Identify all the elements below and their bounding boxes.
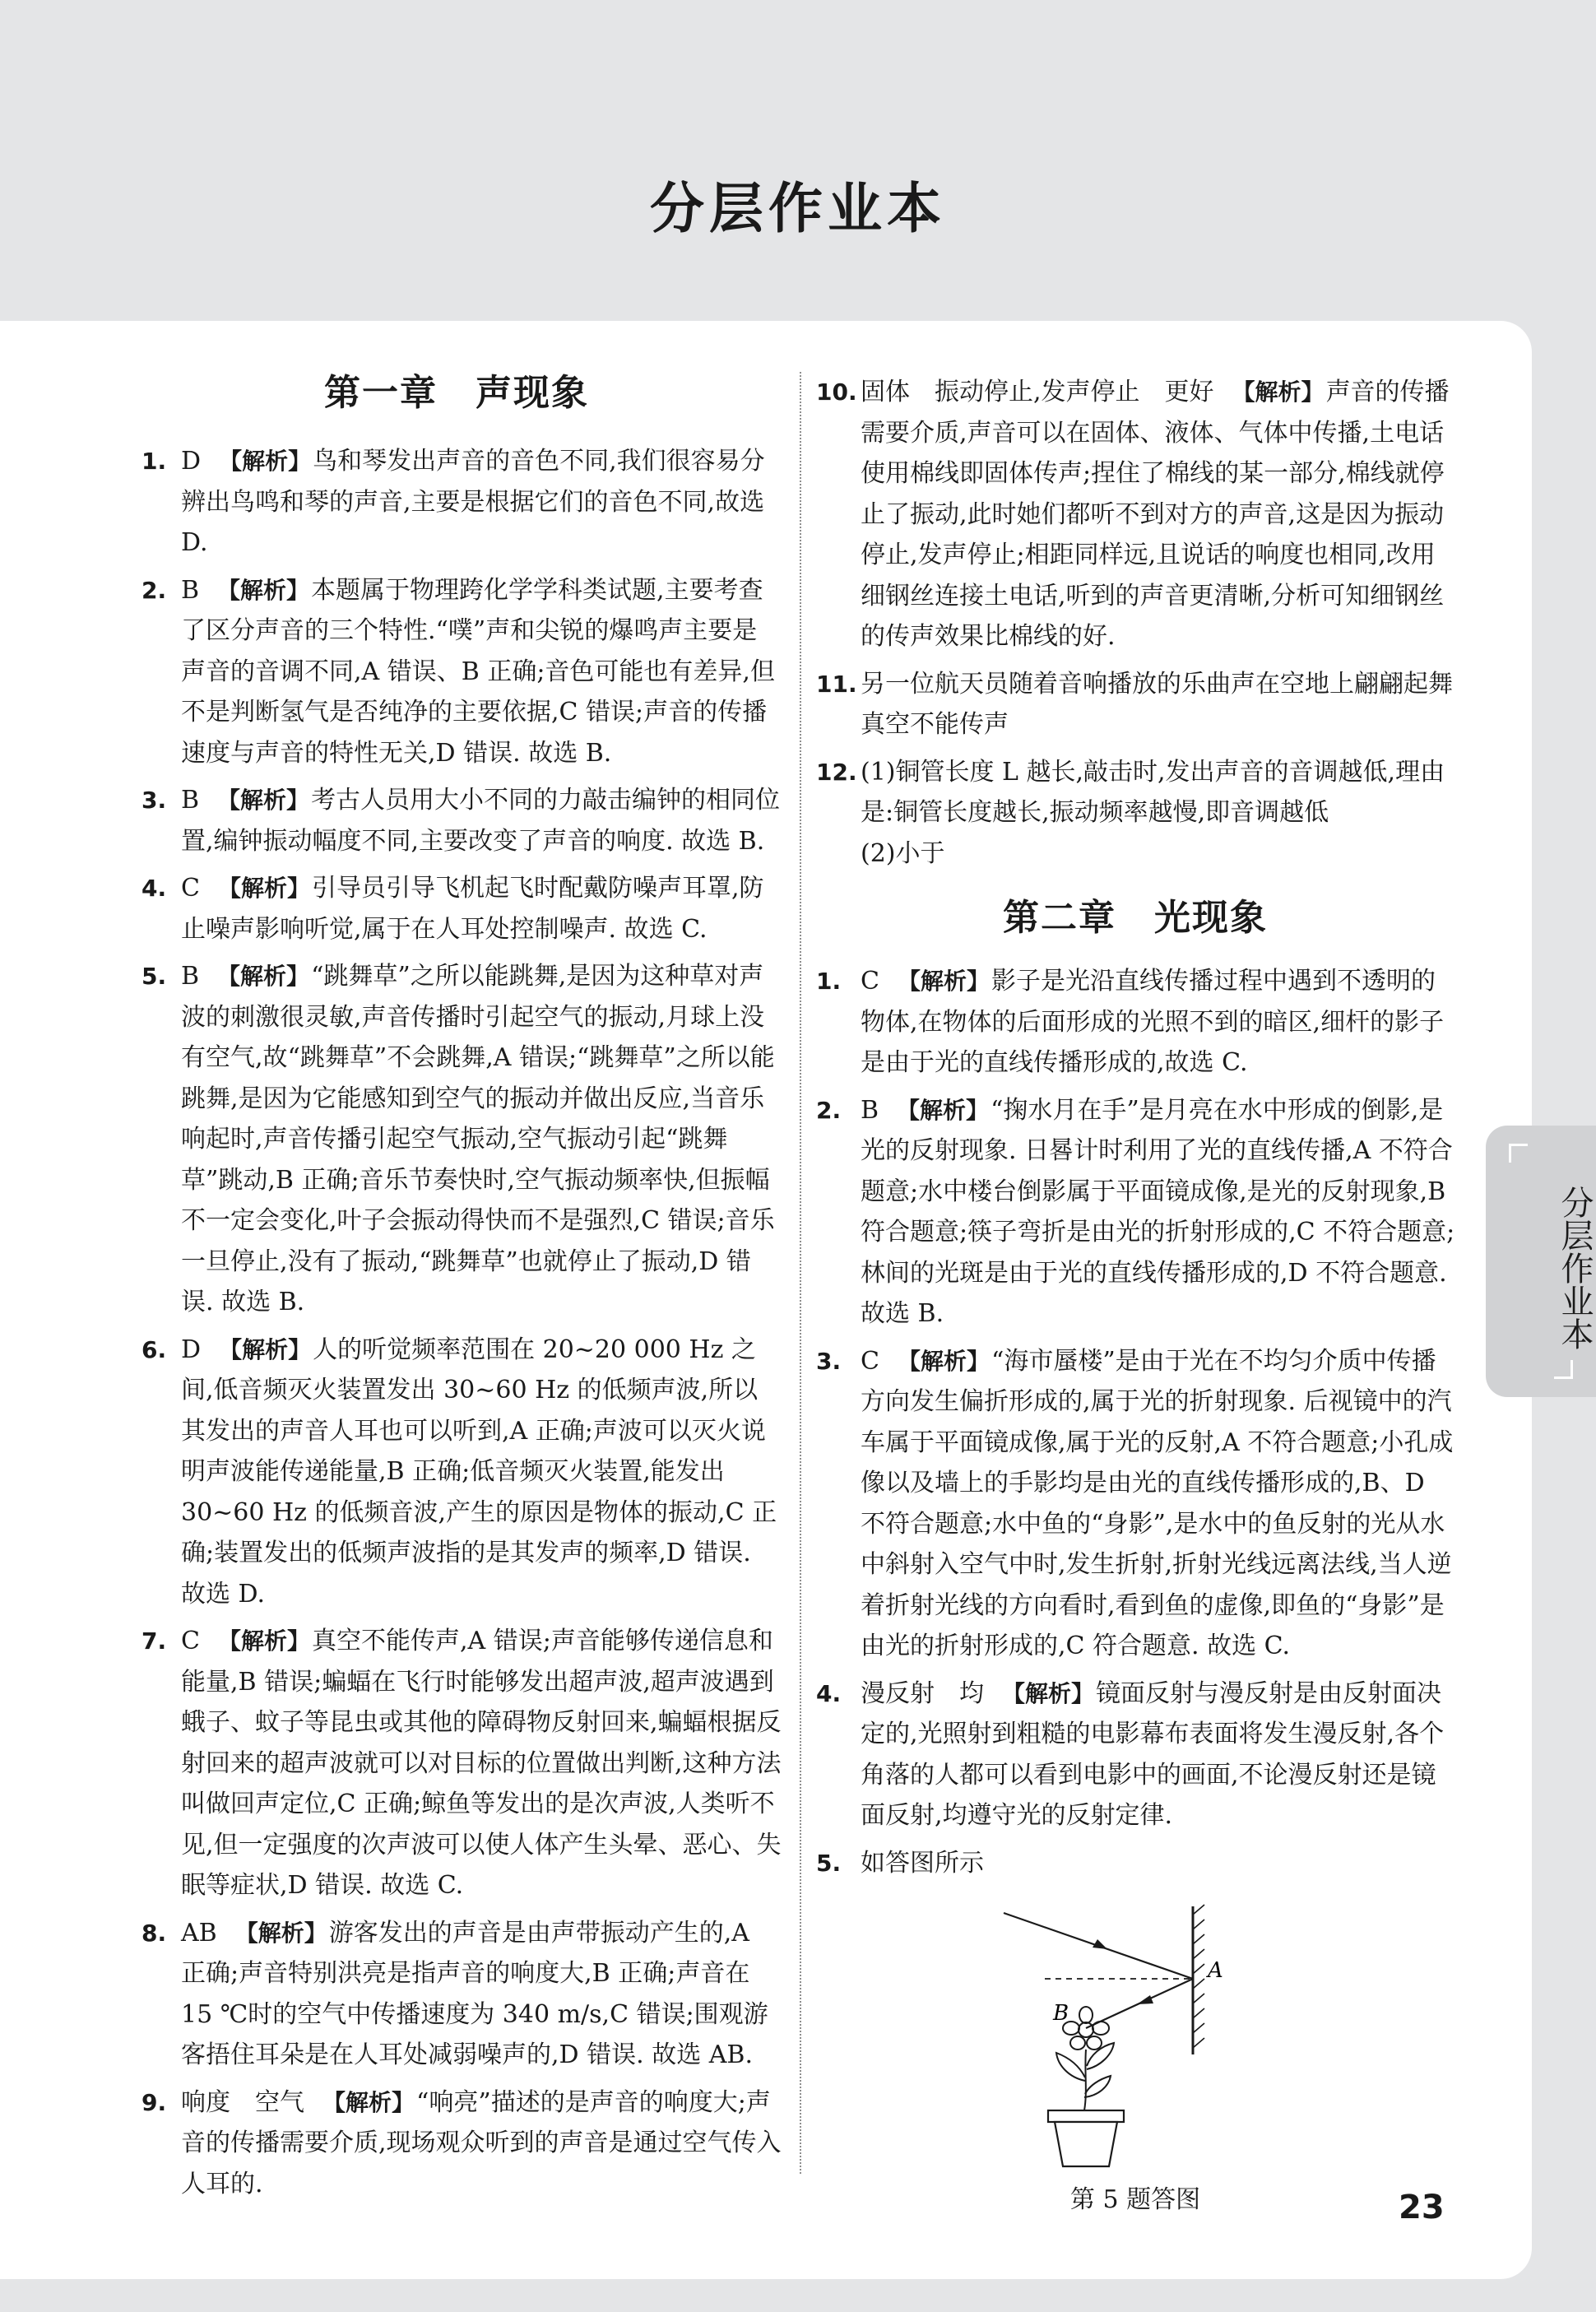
item-number: 7. xyxy=(142,1627,167,1655)
item-number: 8. xyxy=(142,1919,167,1947)
item-number: 5. xyxy=(816,1849,842,1877)
analysis-tag: 【解析】 xyxy=(217,1627,310,1655)
chapter-1-title: 第一章 声现象 xyxy=(324,372,589,414)
analysis-tag: 【解析】 xyxy=(897,1347,990,1375)
side-tab-label: 分层作业本 xyxy=(1556,1186,1594,1350)
page-title: 分层作业本 xyxy=(650,177,946,240)
item-answer: 另一位航天员随着音响播放的乐曲声在空地上翩翩起舞 真空不能传声 xyxy=(861,669,1478,739)
right-column xyxy=(814,372,1478,2235)
item-answer: D xyxy=(181,1335,202,1364)
analysis-tag: 【解析】 xyxy=(219,1335,312,1363)
answer-item-8 xyxy=(132,1913,782,2076)
item-number: 12. xyxy=(816,758,857,786)
item-number: 2. xyxy=(816,1096,842,1124)
item-number: 9. xyxy=(142,2088,167,2116)
item-answer: C xyxy=(181,874,200,903)
item-number: 10. xyxy=(816,378,857,406)
analysis-tag: 【解析】 xyxy=(217,963,310,990)
reflected-arrow xyxy=(1137,1995,1153,2004)
tab-bracket-bottom xyxy=(1554,1360,1573,1379)
item-analysis: 真空不能传声,A 错误;声音能够传递信息和能量,B 错误;蝙蝠在飞行时能够发出超声波,超声波遇到蛾子、蚊子等昆虫或其他的障碍物反射回来,蝙蝠根据反射回来的超声波就可以对目标的位置做出判断,这种方法叫做回声定位,C 正确;鲸鱼等发出的是次声波,人类听不见,但一定强度的次声波可以使人体产生头晕、恶心、失眠等症状,D 错误. 故选 C. xyxy=(181,1627,782,1900)
chapter-2-title: 第二章 光现象 xyxy=(1003,897,1268,939)
item-analysis: 考古人员用大小不同的力敲击编钟的相同位置,编钟振动幅度不同,主要改变了声音的响度. 故选 B. xyxy=(181,786,781,856)
item-number: 1. xyxy=(816,968,842,995)
item-analysis: “跳舞草”之所以能跳舞,是因为这种草对声波的刺激很灵敏,声音传播时引起空气的振动,月球上没有空气,故“跳舞草”不会跳舞,A 错误;“跳舞草”之所以能跳舞,是因为它能感知到空气的振动并做出反应,当音乐响起时,声音传播引起空气振动,空气振动引起“跳舞草”跳动,B 正确;音乐节奏快时,空气振动频率快,但振幅不一定会变化,叶子会振动得快而不是强烈,C 错误;音乐一旦停止,没有了振动,“跳舞草”也就停止了振动,D 错误. 故选 B. xyxy=(181,962,775,1316)
item-number: 4. xyxy=(142,875,167,902)
mirror-hatching xyxy=(1193,1905,1204,2048)
item-number: 4. xyxy=(816,1679,842,1707)
item-analysis: 本题属于物理跨化学学科类试题,主要考查了区分声音的三个特性.“噗”声和尖锐的爆鸣声主要是声音的音调不同,A 错误、B 正确;音色可能也有差异,但不是判断氢气是否纯净的主要依据,C 错误;声音的传播速度与声音的特性无关,D 错误. 故选 B. xyxy=(181,575,775,768)
column-divider xyxy=(800,372,801,2174)
item-analysis: “响亮”描述的是声音的响度大;声音的传播需要介质,现场观众听到的声音是通过空气传入人耳的. xyxy=(181,2087,782,2198)
incident-arrow xyxy=(1093,1939,1107,1949)
tab-bracket-top xyxy=(1509,1144,1528,1163)
item-analysis: 镜面反射与漫反射是由反射面决定的,光照射到粗糙的电影幕布表面将发生漫反射,各个角落的人都可以看到电影中的画面,不论漫反射还是镜面反射,均遵守光的反射定律. xyxy=(861,1678,1445,1830)
item-answer: C xyxy=(861,967,879,996)
analysis-tag: 【解析】 xyxy=(219,448,312,475)
item-analysis: “掬水月在手”是月亮在水中形成的倒影,是光的反射现象. 日晷计时利用了光的直线传播,A 不符合题意;水中楼台倒影属于平面镜成像,是光的反射现象,B 符合题意;筷子弯折是由光的折射形成的,C 不符合题意;林间的光斑是由于光的直线传播形成的,D 不符合题意. 故选 B. xyxy=(861,1095,1455,1328)
left-column xyxy=(132,369,782,2211)
answer-item-2-5 xyxy=(814,1843,1456,1884)
item-number: 3. xyxy=(142,787,167,814)
item-answer: B xyxy=(861,1095,879,1125)
item-answer-part-1: (1)铜管长度 L 越长,敲击时,发出声音的音调越低,理由是:铜管长度越长,振动频率越慢,即音调越低 xyxy=(861,757,1445,827)
item-answer: 漫反射 均 xyxy=(861,1678,984,1708)
item-answer: B xyxy=(181,786,200,815)
item-answer: D xyxy=(181,447,202,476)
answer-item-6 xyxy=(132,1330,782,1615)
item-analysis: 声音的传播需要介质,声音可以在固体、液体、气体中传播,土电话使用棉线即固体传声;捏住了棉线的某一部分,棉线就停止了振动,此时她们都听不到对方的声音,这是因为振动停止,发声停止;相距同样远,且说话的响度也相同,改用细钢丝连接土电话,听到的声音更清晰,分析可知细钢丝的传声效果比棉线的好. xyxy=(861,378,1450,651)
flower-pot xyxy=(1048,2110,1124,2166)
item-analysis: 人的听觉频率范围在 20~20 000 Hz 之间,低音频灭火装置发出 30~60 Hz 的低频声波,所以其发出的声音人耳也可以听到,A 正确;声波可以灭火说明声波能传递能量,B 正确;低音频灭火装置,能发出 30~60 Hz 的低频音波,产生的原因是物体的振动,C 正确;装置发出的低频声波指的是其发声的频率,D 错误. 故选 D. xyxy=(181,1335,777,1609)
mirror-diagram xyxy=(946,1890,1325,2174)
analysis-tag: 【解析】 xyxy=(217,787,310,814)
answer-item-2-3 xyxy=(814,1341,1456,1667)
item-number: 2. xyxy=(142,576,167,604)
item-analysis: 游客发出的声音是由声带振动产生的,A 正确;声音特别洪亮是指声音的响度大,B 正确;声音在 15 ℃时的空气中传播速度为 340 m/s,C 错误;围观游客捂住耳朵是在人耳处减弱噪声的,D 错误. 故选 AB. xyxy=(181,1918,768,2069)
analysis-tag: 【解析】 xyxy=(217,875,310,902)
item-answer: AB xyxy=(181,1918,217,1948)
item-answer-part-2: (2)小于 xyxy=(861,838,945,868)
page-number: 23 xyxy=(1399,2189,1445,2226)
answer-item-2 xyxy=(132,570,782,774)
side-tab xyxy=(1486,1126,1596,1397)
figure-caption: 第 5 题答图 xyxy=(1069,2185,1201,2214)
answer-item-11 xyxy=(814,664,1478,745)
label-b: B xyxy=(1053,2001,1069,2026)
answer-item-3 xyxy=(132,780,782,861)
label-a: A xyxy=(1208,1958,1223,1983)
item-answer: 如答图所示 xyxy=(861,1848,984,1878)
item-analysis: 鸟和琴发出声音的音色不同,我们很容易分辨出鸟鸣和琴的声音,主要是根据它们的音色不同,故选 D. xyxy=(181,447,765,557)
answer-item-9 xyxy=(132,2082,782,2205)
item-answer: 固体 振动停止,发声停止 更好 xyxy=(861,378,1214,406)
answer-item-4 xyxy=(132,868,782,949)
item-number: 6. xyxy=(142,1335,167,1363)
item-answer: 响度 空气 xyxy=(181,2087,304,2117)
item-number: 11. xyxy=(816,670,857,698)
answer-figure xyxy=(814,1890,1456,2235)
analysis-tag: 【解析】 xyxy=(897,1096,990,1124)
analysis-tag: 【解析】 xyxy=(322,2088,415,2116)
item-number: 1. xyxy=(142,448,167,475)
item-answer: C xyxy=(181,1627,200,1655)
answer-item-1 xyxy=(132,441,782,564)
analysis-tag: 【解析】 xyxy=(234,1919,327,1947)
item-answer: B xyxy=(181,575,200,605)
answer-item-7 xyxy=(132,1621,782,1906)
answer-item-2-4 xyxy=(814,1674,1456,1836)
item-number: 3. xyxy=(816,1347,842,1375)
item-analysis: 影子是光沿直线传播过程中遇到不透明的物体,在物体的后面形成的光照不到的暗区,细杆的影子是由于光的直线传播形成的,故选 C. xyxy=(861,967,1445,1077)
item-analysis: 引导员引导飞机起飞时配戴防噪声耳罩,防止噪声影响听觉,属于在人耳处控制噪声. 故选 C. xyxy=(181,874,764,944)
item-answer: C xyxy=(861,1346,879,1376)
answer-item-5 xyxy=(132,956,782,1323)
analysis-tag: 【解析】 xyxy=(1002,1679,1095,1707)
item-number: 5. xyxy=(142,963,167,990)
answer-item-12 xyxy=(814,752,1456,875)
analysis-tag: 【解析】 xyxy=(1232,378,1325,406)
analysis-tag: 【解析】 xyxy=(217,576,310,604)
analysis-tag: 【解析】 xyxy=(897,968,990,995)
answer-item-2-2 xyxy=(814,1090,1456,1335)
answer-item-10 xyxy=(814,372,1456,657)
item-analysis: “海市蜃楼”是由于光在不均匀介质中传播方向发生偏折形成的,属于光的折射现象. 后视镜中的汽车属于平面镜成像,属于光的反射,A 不符合题意;小孔成像以及墙上的手影均是由光的直线传播形成的,B、D 不符合题意;水中鱼的“身影”,是水中的鱼反射的光从水中斜射入空气中时,发生折射,折射光线远离法线,当人逆着折射光线的方向看时,看到鱼的虚像,即鱼的“身影”是由光的折射形成的,C 符合题意. 故选 C. xyxy=(861,1346,1454,1660)
item-answer: B xyxy=(181,962,200,991)
answer-item-2-1 xyxy=(814,961,1456,1084)
